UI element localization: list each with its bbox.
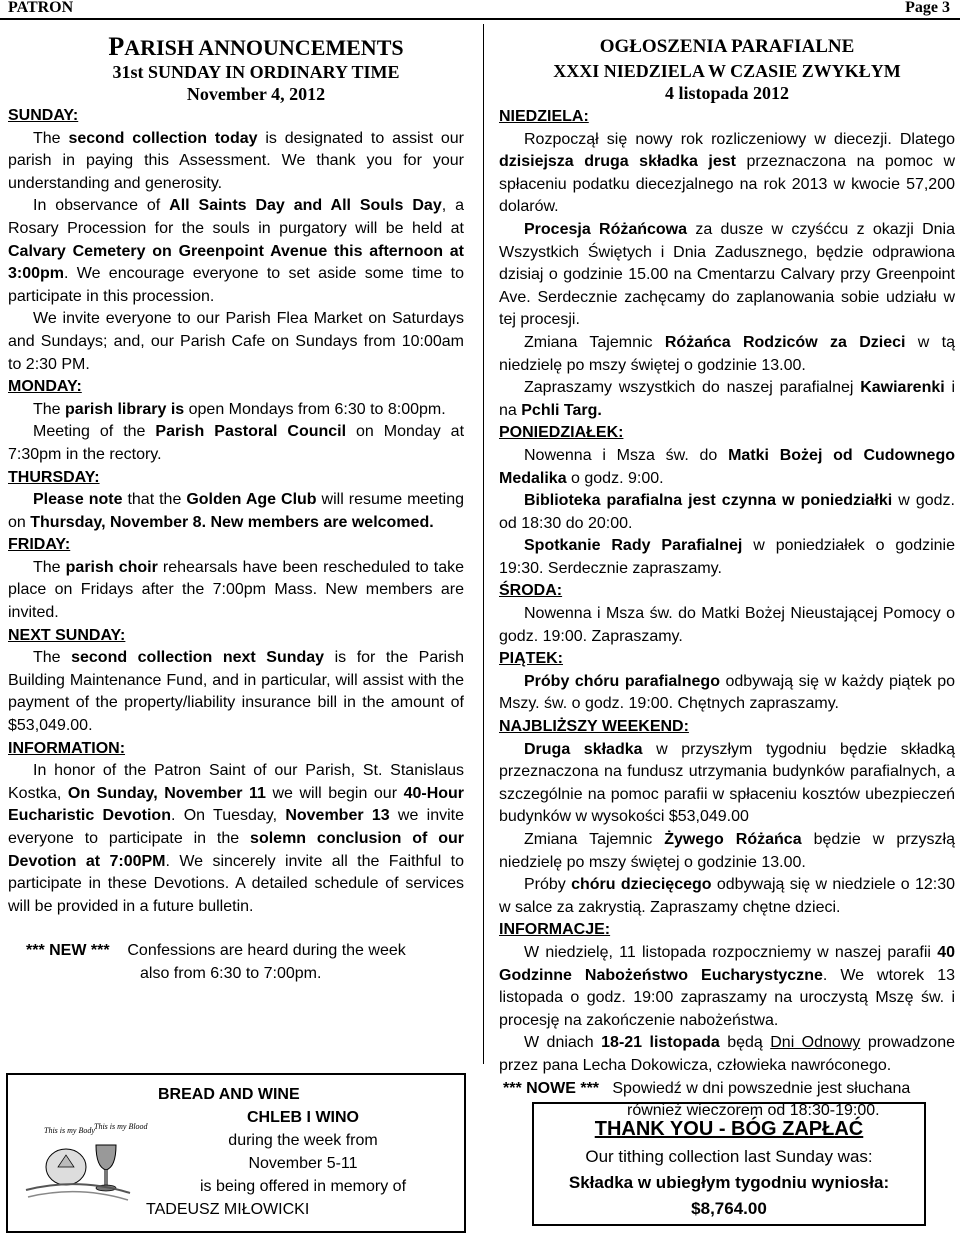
text-bold: Kawiarenki xyxy=(860,379,945,397)
paragraph-procession xyxy=(8,195,464,308)
text: that the xyxy=(122,491,187,509)
english-date: November 4, 2012 xyxy=(186,84,326,104)
text: . On Tuesday, xyxy=(170,807,286,825)
section-piatek xyxy=(499,648,955,671)
paragraph-procesja xyxy=(499,219,955,332)
text-bold: parish choir xyxy=(65,558,158,576)
page-header-bar xyxy=(0,0,960,20)
new-tag: *** NEW *** xyxy=(26,942,110,960)
text: będzie w przyszłą niedzielę po mszy świętej o godzinie 13.00. xyxy=(499,831,955,871)
section-poniedzialek xyxy=(499,422,955,445)
section-informacje xyxy=(499,919,955,942)
new-confessions-note xyxy=(8,940,464,985)
text: Zmiana Tajemnic xyxy=(524,333,665,351)
tithing-title: THANK YOU - BÓG ZAPŁAĆ xyxy=(594,1118,864,1140)
polish-subtitle: XXXI NIEDZIELA W CZASIE ZWYKŁYM xyxy=(553,61,901,81)
text: W dniach xyxy=(524,1034,602,1052)
paragraph-biblioteka xyxy=(499,490,955,535)
heading-niedziela: NIEDZIELA: xyxy=(499,108,589,125)
section-friday xyxy=(8,534,464,557)
paragraph-dni-odnowy xyxy=(499,1032,955,1077)
text: on Monday at 7:30pm in the rectory. xyxy=(8,423,465,463)
text-bold: On Sunday, November 11 xyxy=(67,784,266,802)
text-bold: Spotkanie Rady Parafialnej xyxy=(524,537,743,555)
text: w godz. od 18:30 do 20:00. xyxy=(499,492,955,532)
text-bold: Matki Bożej od Cudownego Medalika xyxy=(499,446,955,487)
polish-date: 4 listopada 2012 xyxy=(664,83,790,103)
text: , a Rosary Procession for the souls in purgatory will be held at xyxy=(8,197,464,237)
bread-line-week: during the week from xyxy=(228,1132,378,1149)
paragraph-second-collection xyxy=(8,128,464,196)
heading-sunday: SUNDAY: xyxy=(8,107,79,124)
newsletter-name: PATRON xyxy=(8,0,74,16)
text: o godz. 9:00. xyxy=(566,469,664,487)
text: . We encourage everyone to set aside some time to participate in this procession. xyxy=(8,265,464,305)
text: The xyxy=(33,558,66,576)
text-bold: November 13 xyxy=(285,807,390,825)
new-note-line-1 xyxy=(26,940,464,963)
section-information xyxy=(8,738,464,761)
heading-next-sunday: NEXT SUNDAY: xyxy=(8,626,126,644)
tithing-line-pl: Składka w ubiegłym tygodniu wyniosła: xyxy=(568,1173,890,1192)
text-bold: 40 Godzinne Nabożeństwo Eucharystyczne xyxy=(499,943,955,984)
bread-line-memory: is being offered in memory of xyxy=(199,1178,407,1195)
text-bold: All Saints Day and All Souls Day xyxy=(169,197,442,215)
nowe-note-line-1 xyxy=(503,1078,955,1101)
text-bold: second collection next Sunday xyxy=(71,649,325,667)
bread-line-dates: November 5-11 xyxy=(248,1155,358,1172)
english-subtitle: 31st SUNDAY IN ORDINARY TIME xyxy=(112,62,400,82)
text: za dusze w czyśćcu z okazji Dnia Wszystkich Świętych i Dnia Zadusznego, będzie odprawiona dzisiaj o godzinie 15.00 na Cmentarzu Calvary przy Greenpoint Ave. Serdecznie zachęcamy do zaplanowania sobie udziału w tej procesji. xyxy=(499,220,955,329)
paragraph-nowenna-medalik xyxy=(499,445,955,490)
paragraph-nowenna-pomoc: Nowenna i Msza św. do Matki Bożej Nieustającej Pomocy o godz. 19:00. Zapraszamy. xyxy=(499,605,955,645)
text: Próby xyxy=(524,876,572,894)
paragraph-kawiarenka xyxy=(499,377,955,422)
text-bold: chóru dziecięcego xyxy=(571,876,712,894)
paragraph-chor-dzieciecy xyxy=(499,874,955,919)
text-bold: Golden Age Club xyxy=(186,491,317,509)
section-weekend xyxy=(499,716,955,739)
text: i na xyxy=(499,379,956,419)
bread-and-wine-text xyxy=(118,1083,488,1221)
text: prowadzone przez pana Lecha Dokowicza, człowieka nawróconego. xyxy=(499,1034,956,1074)
text: In honor of the Patron Saint of our Parish, St. Stanislaus Kostka, xyxy=(8,762,464,802)
heading-weekend: NAJBLIŻSZY WEEKEND: xyxy=(499,718,689,736)
paragraph-rozaniec xyxy=(499,332,955,377)
text: Meeting of the xyxy=(33,423,156,441)
text-bold: Please note xyxy=(33,491,123,509)
title-rest: ARISH ANNOUNCEMENTS xyxy=(124,35,404,60)
text: w przyszłym tygodniu będzie składką przeznaczona na fundusz utrzymania budynków parafialnych, a szczególnie na pomoc parafii w spłaceniu kosztów ubezpieczeń budynków w wysokości $53,049.00 xyxy=(499,740,956,826)
section-sroda xyxy=(499,580,955,603)
section-monday xyxy=(8,376,464,399)
heading-piatek: PIĄTEK: xyxy=(499,650,563,668)
text-bold: 40-Hour Eucharistic Devotion xyxy=(8,784,465,825)
paragraph-flea-market: We invite everyone to our Parish Flea Market on Saturdays and Sundays; and, our Parish Cafe on Sundays from 10:00am to 2:30 PM. xyxy=(8,310,464,373)
paragraph-pastoral-council xyxy=(8,421,464,466)
text-bold: Thursday, November 8. New members are welcomed. xyxy=(30,513,434,531)
paragraph-nabozenstwo xyxy=(499,942,955,1032)
tithing-amount: $8,764.00 xyxy=(691,1199,767,1218)
text: open Mondays from 6:30 to 8:00pm. xyxy=(184,400,446,418)
heading-sroda: ŚRODA: xyxy=(499,582,563,600)
paragraph-druga-skladka xyxy=(499,739,955,829)
text: Rozpoczął się nowy rok rozliczeniowy w diecezji. Dlatego xyxy=(524,130,955,148)
text: odbywają się w niedziele o 12:30 w salce za zakrystią. Zapraszamy chętne dzieci. xyxy=(499,876,956,916)
section-next-sunday xyxy=(8,625,464,648)
text-bold: Pchli Targ. xyxy=(521,401,602,419)
paragraph-diecezja xyxy=(499,129,955,219)
new-note-text-2: also from 6:30 to 7:00pm. xyxy=(140,964,322,982)
text-bold: 18-21 listopada xyxy=(601,1034,720,1052)
text-bold: Procesja Różańcowa xyxy=(524,220,688,238)
bread-heading-en: BREAD AND WINE xyxy=(158,1086,300,1103)
tithing-box xyxy=(532,1102,926,1226)
section-thursday xyxy=(8,467,464,490)
text: In observance of xyxy=(33,197,170,215)
text: przeznaczona na pomoc w spłaceniu podatku diecezjalnego na rok 2013 w kwocie 57,200 dolarów. xyxy=(499,153,956,216)
text-bold: Próby chóru parafialnego xyxy=(524,672,720,690)
text: The xyxy=(33,649,72,667)
text-bold: Różańca Rodziców za Dzieci xyxy=(664,333,906,351)
text-bold: parish library is xyxy=(65,400,185,418)
text-bold: Parish Pastoral Council xyxy=(155,423,347,441)
text: Zmiana Tajemnic xyxy=(524,831,665,848)
paragraph-golden-age xyxy=(8,489,464,534)
text-bold: Żywego Różańca xyxy=(664,831,802,848)
heading-poniedzialek: PONIEDZIAŁEK: xyxy=(499,424,624,442)
nowe-note-text-1: Spowiedź w dni powszednie jest słuchana xyxy=(612,1079,911,1097)
heading-thursday: THURSDAY: xyxy=(8,468,100,486)
section-niedziela xyxy=(499,106,955,129)
text: odbywają się w każdy piątek po Mszy. św. o godz. 19:00. Chętnych zapraszamy. xyxy=(499,672,955,713)
text: . We wtorek 13 listopada o godz. 19:00 zapraszamy na uroczystą Mszę św. i procesję na zakończenie nabożeństwa. xyxy=(499,966,955,1029)
text-bold: Druga składka xyxy=(524,740,643,758)
english-title xyxy=(48,34,464,61)
heading-monday: MONDAY: xyxy=(8,378,82,396)
text: The xyxy=(33,400,66,418)
text-bold: solemn conclusion of our Devotion at 7:00PM xyxy=(8,830,465,870)
tithing-line-en: Our tithing collection last Sunday was: xyxy=(585,1147,873,1166)
page-number: Page 3 xyxy=(905,0,950,16)
text: is for the Parish Building Maintenance Fund, and in particular, will assist with the payment of the property/liability insurance bill in the amount of $53,049.00. xyxy=(8,649,465,735)
bread-line-name: TADEUSZ MIŁOWICKI xyxy=(146,1201,310,1218)
paragraph-rada xyxy=(499,535,955,580)
text-bold: Calvary Cemetery on Greenpoint Avenue this afternoon at 3:00pm xyxy=(8,242,464,283)
paragraph-library xyxy=(8,399,464,422)
bread-heading-pl: CHLEB I WINO xyxy=(247,1109,359,1126)
text: will resume meeting on xyxy=(8,491,464,531)
heading-information: INFORMATION: xyxy=(8,739,126,757)
text: . We sincerely invite all the Faithful to participate in these Devotions. A detailed schedule of services will be provided in a future bulletin. xyxy=(8,852,464,915)
heading-informacje: INFORMACJE: xyxy=(499,921,611,939)
heading-friday: FRIDAY: xyxy=(8,536,71,554)
paragraph-maintenance-fund xyxy=(8,647,464,737)
title-initial: P xyxy=(108,32,125,61)
english-announcements xyxy=(8,34,464,986)
text: The xyxy=(33,129,69,147)
text-bold: Biblioteka parafialna jest czynna w poniedziałki xyxy=(524,492,893,510)
polish-announcements xyxy=(499,34,955,1123)
new-note-text-1: Confessions are heard during the week xyxy=(127,942,406,960)
text: we invite everyone to participate in the xyxy=(8,807,464,847)
text: Nowenna i Msza św. do xyxy=(524,446,729,464)
text: rehearsals have been rescheduled to take place on Fridays after the 7:00pm Mass. New members are invited. xyxy=(8,558,465,622)
paragraph-zywy-rozaniec xyxy=(499,829,955,874)
bread-and-wine-box xyxy=(6,1073,466,1233)
text: będą xyxy=(719,1034,771,1052)
paragraph-devotion xyxy=(8,760,464,918)
illustration-caption-left: This is my Body xyxy=(44,1126,95,1135)
text-underlined: Dni Odnowy xyxy=(770,1034,861,1052)
text: w poniedziałek o godzinie 19:30. Serdecznie zapraszamy. xyxy=(499,537,955,577)
paragraph-proby-choru xyxy=(499,671,955,716)
text-bold: second collection today xyxy=(68,129,258,147)
nowe-tag: *** NOWE *** xyxy=(503,1079,600,1097)
nowe-note-text-2: również wieczorem od 18:30-19:00. xyxy=(627,1102,880,1120)
text: w tą niedzielę po mszy świętej o godzinie 13.00. xyxy=(499,333,956,374)
text: we will begin our xyxy=(265,784,404,802)
paragraph-choir xyxy=(8,557,464,625)
illustration-caption-right: This is my Blood xyxy=(94,1122,148,1131)
text: W niedzielę, 11 listopada rozpoczniemy w naszej parafii xyxy=(524,943,938,961)
polish-title: OGŁOSZENIA PARAFIALNE xyxy=(599,36,855,57)
text-bold: dzisiejsza druga składka jest xyxy=(499,153,736,171)
column-divider xyxy=(483,24,484,1064)
text: Zapraszamy wszystkich do naszej parafialnej xyxy=(524,379,861,397)
section-sunday xyxy=(8,105,464,128)
text: is designated to assist our parish in paying this Assessment. We thank you for your understanding and generosity. xyxy=(8,129,465,192)
